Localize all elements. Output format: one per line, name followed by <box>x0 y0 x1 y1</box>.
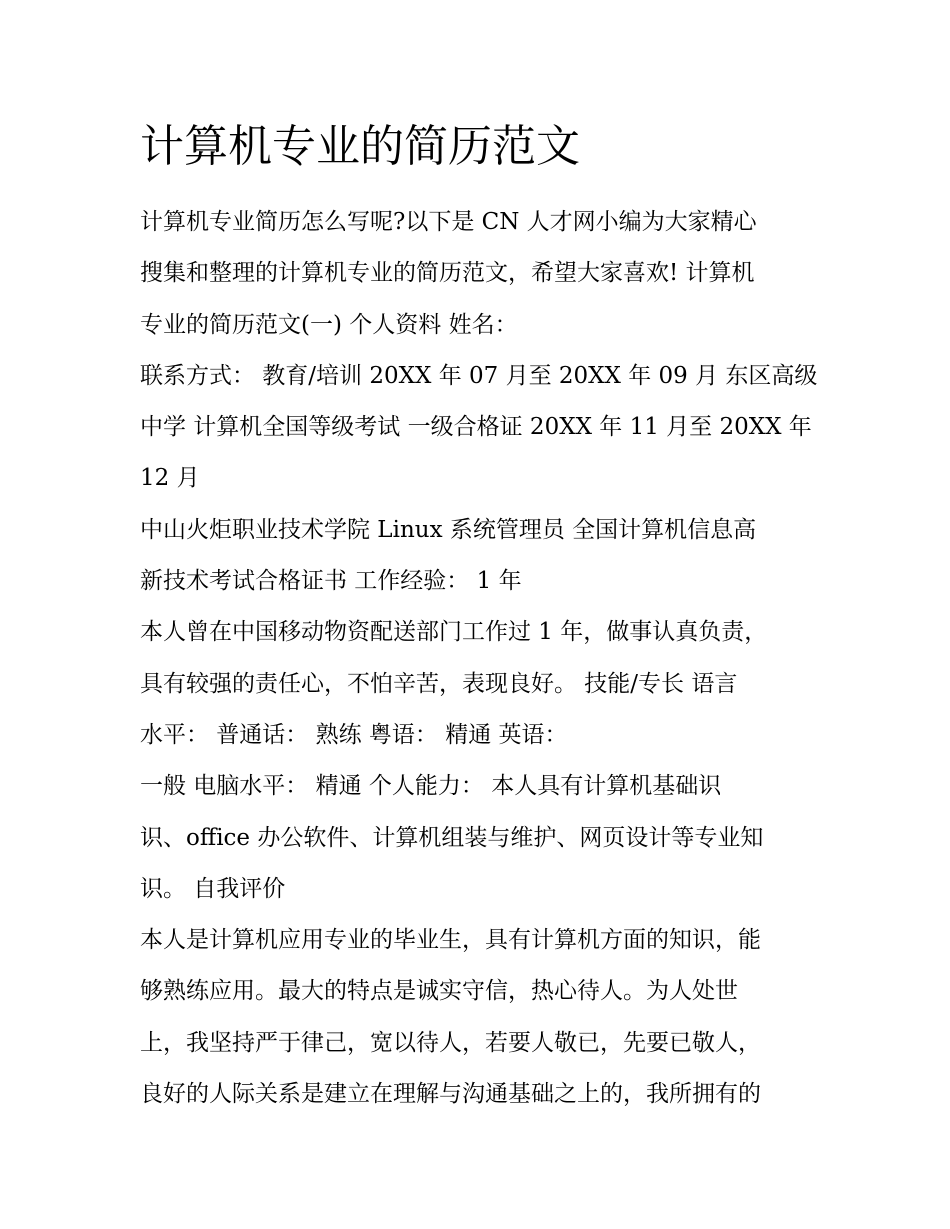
body-text-line: 搜集和整理的计算机专业的简历范文，希望大家喜欢! 计算机 <box>140 260 755 287</box>
body-text-line: 中山火炬职业技术学院 Linux 系统管理员 全国计算机信息高 <box>140 516 757 543</box>
body-text-line: 识。 自我评价 <box>140 875 286 902</box>
body-text-line: 良好的人际关系是建立在理解与沟通基础之上的，我所拥有的 <box>140 1081 761 1108</box>
body-text-line: 计算机专业简历怎么写呢?以下是 CN 人才网小编为大家精心 <box>140 209 757 235</box>
body-text-line: 新技术考试合格证书 工作经验： 1 年 <box>140 568 522 595</box>
document-title: 计算机专业的简历范文 <box>140 121 580 172</box>
body-text-line: 具有较强的责任心，不怕辛苦，表现良好。 技能/专长 语言 <box>140 670 738 697</box>
body-text-line: 水平： 普通话： 熟练 粤语： 精通 英语： <box>140 721 568 748</box>
body-text-line: 一般 电脑水平： 精通 个人能力： 本人具有计算机基础识 <box>140 773 722 800</box>
body-text-line: 本人是计算机应用专业的毕业生，具有计算机方面的知识，能 <box>140 927 761 954</box>
document-body <box>140 203 820 1126</box>
body-text-line: 联系方式： 教育/培训 20XX 年 07 月至 20XX 年 09 月 东区高级 <box>140 362 818 389</box>
body-text-line: 专业的简历范文(一) 个人资料 姓名： <box>140 311 518 338</box>
body-text-line: 上，我坚持严于律己，宽以待人，若要人敬已，先要已敬人， <box>140 1029 761 1056</box>
body-text-line: 中学 计算机全国等级考试 一级合格证 20XX 年 11 月至 20XX 年 <box>140 414 812 441</box>
body-text-line: 够熟练应用。最大的特点是诚实守信，热心待人。为人处世 <box>140 978 738 1005</box>
body-text-line: 识、office 办公软件、计算机组装与维护、网页设计等专业知 <box>140 824 764 851</box>
body-text-line: 本人曾在中国移动物资配送部门工作过 1 年，做事认真负责， <box>140 619 768 646</box>
body-text-line: 12 月 <box>140 465 200 492</box>
